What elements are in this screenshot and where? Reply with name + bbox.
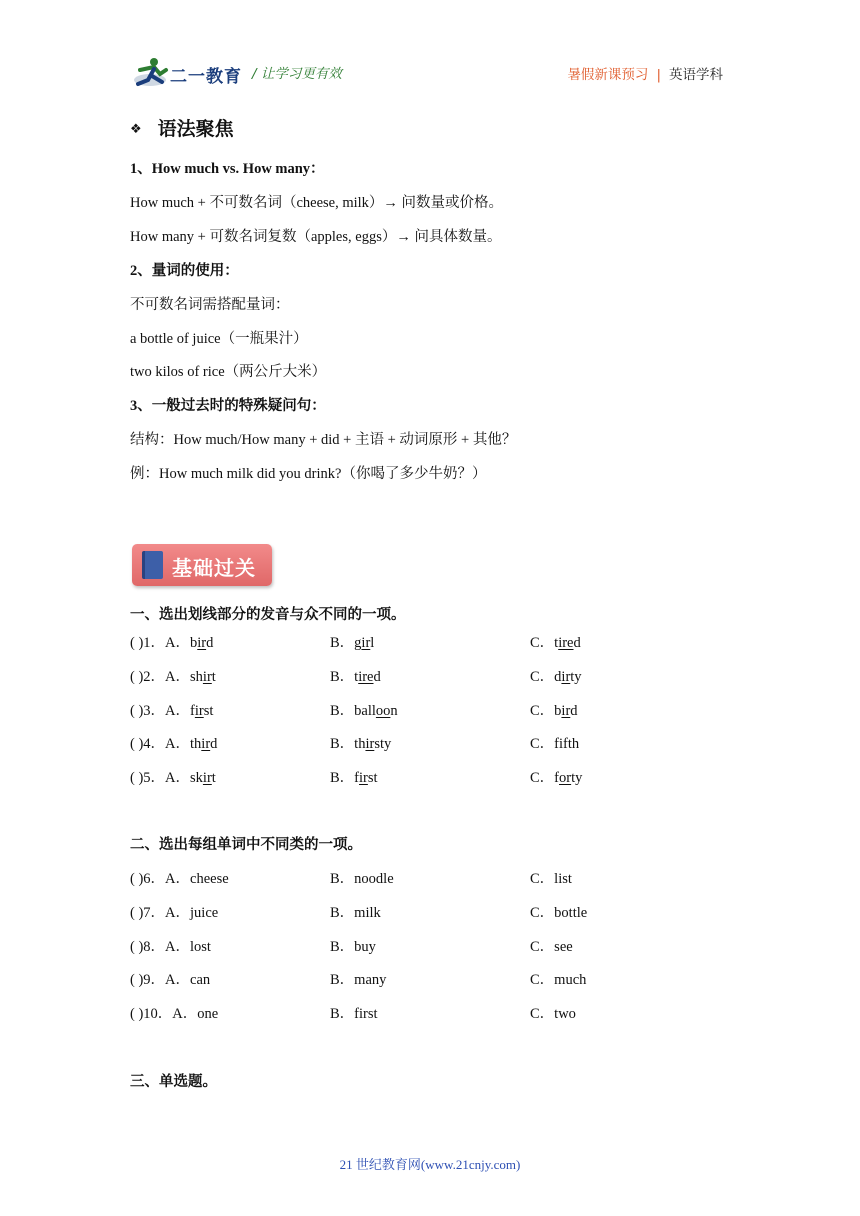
option-c-word: bird bbox=[554, 702, 578, 719]
option-c bbox=[530, 968, 586, 989]
grammar-p1-line2: How many + 可数名词复数（apples, eggs）→ 问具体数量。 bbox=[130, 229, 502, 245]
question-row bbox=[130, 901, 587, 922]
badge-label: 基础过关 bbox=[172, 556, 256, 580]
option-a bbox=[130, 766, 330, 787]
option-c-label: C． bbox=[530, 668, 555, 685]
diamond-bullet-icon: ❖ bbox=[130, 122, 142, 137]
option-a-word: can bbox=[190, 972, 211, 989]
option-b-label: B． bbox=[330, 736, 355, 753]
question-row bbox=[130, 732, 579, 753]
logo-text: 二一教育 bbox=[170, 67, 242, 87]
question-number: ( )10．A． bbox=[130, 1006, 198, 1023]
option-c-word: tired bbox=[554, 635, 581, 651]
option-b-word: noodle bbox=[354, 871, 394, 887]
option-b bbox=[330, 665, 530, 686]
option-c-label: C． bbox=[530, 904, 555, 921]
question-number: ( )9．A． bbox=[130, 972, 191, 989]
option-c-label: C． bbox=[530, 871, 555, 887]
grammar-p2-line1: 不可数名词需搭配量词： bbox=[130, 297, 290, 313]
question-row bbox=[130, 935, 573, 956]
option-b-label: B． bbox=[330, 871, 355, 887]
option-a bbox=[130, 631, 330, 652]
question-row bbox=[130, 867, 572, 888]
option-c-label: C． bbox=[530, 635, 555, 651]
option-c-word: dirty bbox=[554, 668, 582, 685]
option-c bbox=[530, 901, 587, 922]
option-b-word: first bbox=[354, 770, 378, 787]
question-row bbox=[130, 631, 581, 652]
option-c bbox=[530, 766, 582, 787]
option-b-label: B． bbox=[330, 904, 355, 921]
grammar-title: ❖ 语法聚焦 bbox=[130, 118, 234, 140]
option-b bbox=[330, 699, 530, 720]
option-a bbox=[130, 901, 330, 922]
option-c bbox=[530, 732, 579, 753]
grammar-p3-head: 3、一般过去时的特殊疑问句： bbox=[130, 398, 326, 414]
option-b-label: B． bbox=[330, 1006, 355, 1023]
slogan: / 让学习更有效 bbox=[252, 66, 342, 82]
question-row bbox=[130, 699, 578, 720]
option-a-word: bird bbox=[190, 635, 214, 651]
part3-title: 三、单选题。 bbox=[130, 1074, 217, 1090]
question-row bbox=[130, 968, 586, 989]
option-b bbox=[330, 968, 530, 989]
option-c bbox=[530, 631, 581, 652]
option-a bbox=[130, 665, 330, 686]
option-a-word: shirt bbox=[190, 668, 216, 685]
grammar-p2-head: 2、量词的使用： bbox=[130, 263, 239, 279]
grammar-p2-line2: a bottle of juice（一瓶果汁） bbox=[130, 331, 308, 347]
option-b-label: B． bbox=[330, 668, 355, 685]
option-b-word: many bbox=[354, 972, 387, 989]
option-c-word: bottle bbox=[554, 904, 588, 921]
question-number: ( )6．A． bbox=[130, 871, 191, 887]
option-b-word: thirsty bbox=[354, 736, 392, 753]
option-c-label: C． bbox=[530, 972, 555, 989]
option-c bbox=[530, 1002, 576, 1023]
option-a-word: third bbox=[190, 736, 218, 753]
option-b-label: B． bbox=[330, 972, 355, 989]
option-c bbox=[530, 867, 572, 888]
option-c-word: two bbox=[554, 1006, 576, 1023]
option-b-word: balloon bbox=[354, 702, 398, 719]
option-b bbox=[330, 766, 530, 787]
option-c-word: fifth bbox=[554, 736, 580, 753]
option-b-word: girl bbox=[354, 635, 375, 651]
question-number: ( )1．A． bbox=[130, 635, 191, 651]
option-c-label: C． bbox=[530, 938, 555, 955]
option-c-word: see bbox=[554, 938, 573, 955]
question-number: ( )5．A． bbox=[130, 770, 191, 787]
option-b-word: first bbox=[354, 1006, 378, 1023]
option-b bbox=[330, 867, 530, 888]
option-a bbox=[130, 1002, 330, 1023]
option-a-word: juice bbox=[190, 904, 219, 921]
option-c-label: C． bbox=[530, 1006, 555, 1023]
option-a bbox=[130, 732, 330, 753]
question-number: ( )8．A． bbox=[130, 938, 191, 955]
option-c-word: forty bbox=[554, 770, 583, 787]
option-c bbox=[530, 935, 573, 956]
option-c-label: C． bbox=[530, 736, 555, 753]
option-c-label: C． bbox=[530, 702, 555, 719]
option-b bbox=[330, 1002, 530, 1023]
option-b-word: buy bbox=[354, 938, 376, 955]
question-number: ( )3．A． bbox=[130, 702, 191, 719]
option-b bbox=[330, 901, 530, 922]
part2-title: 二、选出每组单词中不同类的一项。 bbox=[130, 837, 362, 853]
question-row bbox=[130, 665, 582, 686]
header-right bbox=[567, 63, 723, 83]
option-a-word: one bbox=[197, 1006, 219, 1023]
course-label: 暑假新课预习 bbox=[567, 67, 649, 83]
subject-label: 英语学科 bbox=[669, 67, 723, 83]
option-c-word: list bbox=[554, 871, 572, 887]
option-a bbox=[130, 699, 330, 720]
question-number: ( )4．A． bbox=[130, 736, 191, 753]
option-b-label: B． bbox=[330, 938, 355, 955]
option-a-word: skirt bbox=[190, 770, 216, 787]
header-divider: | bbox=[656, 67, 661, 83]
question-row bbox=[130, 1002, 576, 1023]
option-b bbox=[330, 935, 530, 956]
book-icon bbox=[142, 551, 163, 579]
option-a-word: cheese bbox=[190, 871, 229, 887]
option-a bbox=[130, 968, 330, 989]
option-a bbox=[130, 867, 330, 888]
option-b-label: B． bbox=[330, 702, 355, 719]
grammar-p3-line2: 例：How much milk did you drink?（你喝了多少牛奶？） bbox=[130, 466, 487, 482]
grammar-p1-head: 1、How much vs. How many： bbox=[130, 161, 325, 177]
option-a-word: first bbox=[190, 702, 214, 719]
footer-source: 21 世纪教育网(www.21cnjy.com) bbox=[339, 1157, 521, 1172]
option-b-word: milk bbox=[354, 904, 381, 921]
question-number: ( )2．A． bbox=[130, 668, 191, 685]
option-b-label: B． bbox=[330, 635, 355, 651]
option-b-label: B． bbox=[330, 770, 355, 787]
option-a bbox=[130, 935, 330, 956]
grammar-p1-line1: How much + 不可数名词（cheese, milk）→ 问数量或价格。 bbox=[130, 195, 504, 211]
grammar-p3-line1: 结构：How much/How many + did + 主语 + 动词原形 + 其他？ bbox=[130, 432, 517, 448]
option-a-word: lost bbox=[190, 938, 211, 955]
part1-title: 一、选出划线部分的发音与众不同的一项。 bbox=[130, 607, 406, 623]
option-c bbox=[530, 665, 582, 686]
option-c-label: C． bbox=[530, 770, 555, 787]
grammar-p2-line3: two kilos of rice（两公斤大米） bbox=[130, 364, 327, 380]
option-b bbox=[330, 631, 530, 652]
question-row bbox=[130, 766, 582, 787]
option-c-word: much bbox=[554, 972, 587, 989]
option-c bbox=[530, 699, 578, 720]
option-b-word: tired bbox=[354, 668, 381, 685]
question-number: ( )7．A． bbox=[130, 904, 191, 921]
option-b bbox=[330, 732, 530, 753]
